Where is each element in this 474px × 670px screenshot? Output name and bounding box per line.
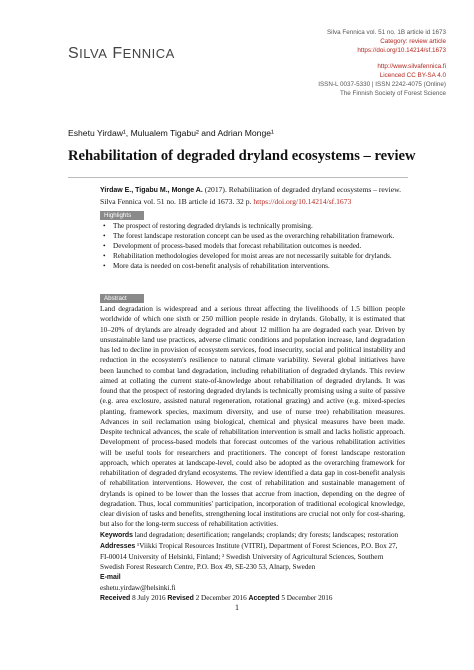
logo-letter: F	[112, 45, 123, 62]
license-text: Licenced CC BY-SA 4.0	[379, 71, 446, 79]
received-label: Received	[100, 595, 131, 602]
revised-date: 2 December 2016	[193, 594, 249, 602]
page-number: 1	[235, 603, 239, 612]
received-date: 8 July 2016	[130, 594, 168, 602]
addresses-label: Addresses	[100, 543, 136, 550]
addresses	[100, 541, 405, 572]
list-item: • The prospect of restoring degraded drylands is technically promising.	[100, 221, 412, 231]
logo-text: ILVA	[79, 46, 108, 61]
logo-text: ENNICA	[122, 46, 175, 61]
logo-letter: S	[68, 45, 80, 62]
accepted-label: Accepted	[248, 595, 280, 602]
addresses-text: ¹Viikki Tropical Resources Institute (VITRI), Department of Forest Sciences, P.O. Box 27, FI-00014 University of Helsinki, Finland; ² Swedish University of Agricultural Sciences, Southern Swedish Forest Research Centre, P.O. Box 49, SE-230 53, Alnarp, Sweden	[100, 542, 398, 571]
keywords-label: Keywords	[100, 532, 133, 539]
email-link[interactable]: eshetu.yirdaw@helsinki.fi	[100, 584, 176, 592]
citation-doi-link[interactable]: https://doi.org/10.14214/sf.1673	[253, 196, 352, 206]
publisher-text: The Finnish Society of Forest Science	[339, 90, 446, 98]
highlights-label: Highlights	[100, 211, 144, 220]
email	[100, 572, 405, 593]
article-metadata	[100, 530, 405, 604]
accepted-date: 5 December 2016	[279, 594, 333, 602]
journal-website-link[interactable]: http://www.silvafennica.fi	[377, 62, 446, 70]
list-item: • Rehabilitation methodologies developed for moist areas are not necessarily suitable for drylands.	[100, 251, 412, 261]
email-label: E-mail	[100, 574, 121, 581]
article-authors: Eshetu Yirdaw¹, Mulualem Tigabu² and Adrian Monge¹	[68, 128, 274, 138]
revised-label: Revised	[167, 595, 194, 602]
journal-issue: Silva Fennica vol. 51 no. 1B article id 1673	[326, 29, 446, 36]
issn-text: ISSN-L 0037-5330 | ISSN 2242-4075 (Online)	[318, 81, 446, 89]
list-item: • The forest landscape restoration concept can be used as the overarching rehabilitation framework.	[100, 231, 412, 241]
keywords	[100, 530, 405, 541]
journal-header-info	[318, 28, 446, 98]
highlights-list	[100, 221, 412, 271]
article-title: Rehabilitation of degraded dryland ecosystems – review	[68, 148, 416, 164]
citation	[100, 185, 405, 207]
divider	[68, 177, 408, 178]
citation-text: (2017). Rehabilitation of degraded dryland ecosystems – review. Silva Fennica vol. 51 no. 1B article id 1673. 32 p.	[100, 185, 401, 206]
list-item: • More data is needed on cost-benefit analysis of rehabilitation interventions.	[100, 261, 412, 271]
citation-authors: Yirdaw E., Tigabu M., Monge A.	[100, 187, 203, 194]
doi-link[interactable]: https://doi.org/10.14214/sf.1673	[357, 47, 446, 55]
abstract-text: Land degradation is widespread and a serious threat affecting the livelihoods of 1.5 billion people worldwide of which one sixth or 250 million people reside in drylands. Globally, it is estimated that 10–20% of drylands are already degraded and about 12 million ha are degraded each year. Driven by unsustainable land use practices, adverse climatic conditions and population increase, land degradation has led to decline in provision of ecosystem services, food insecurity, social and political instability and reduction in the ecosystem's resilience to natural climate variability. Several global initiatives have been launched to combat land degradation, including rehabilitation of degraded drylands. This review aimed at collating the current state-of-knowledge about rehabilitation of degraded drylands. It was found that the prospect of restoring degraded drylands is technically promising using a suite of passive (e.g. area exclosure, assisted natural regeneration, rotational grazing) and active (e.g. mixed-species planting, framework species, maximum diversity, and use of nurse tree) rehabilitation measures. Advances in soil reclamation using biological, chemical and physical measures have been made. Despite technical advances, the scale of rehabilitation intervention is small and lacks holistic approach. Development of process-based models that forecast outcomes of the various rehabilitation activities will be useful tools for researchers and practitioners. The concept of forest landscape restoration approach, which operates at landscape-level, could also be adopted as the overarching framework for rehabilitation of degraded dryland ecosystems. The review identified a data gap in cost-benefit analysis of rehabilitation interventions. However, the cost of rehabilitation and sustainable management of drylands is opined to be lower than the losses that accrue from inaction, depending on the degree of degradation. Thus, local communities' participation, incorporation of traditional ecological knowledge, clear division of tasks and benefits, strengthening local institutions are crucial not only for cost-sharing, but also for the long-term success of rehabilitation activities.	[100, 304, 405, 529]
list-item: • Development of process-based models that forecast rehabilitation outcomes is needed.	[100, 241, 412, 251]
abstract-label: Abstract	[100, 294, 144, 303]
journal-logo	[68, 45, 175, 63]
keywords-text: land degradation; desertification; rangelands; croplands; dry forests; landscapes; restoration	[132, 531, 399, 539]
article-category: Category: review article	[380, 38, 446, 46]
